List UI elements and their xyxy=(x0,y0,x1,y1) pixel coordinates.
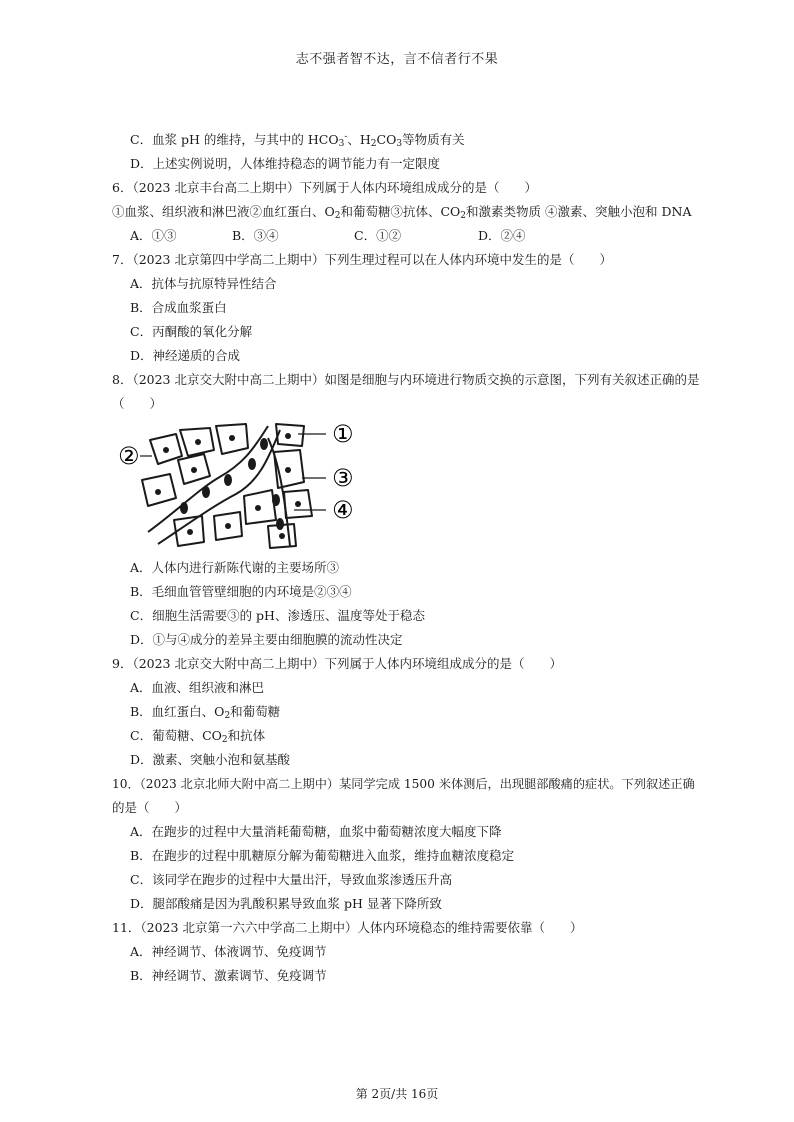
q6-items: ①血浆、组织液和淋巴液②血红蛋白、$O_2$和葡萄糖③抗体、$CO_2$和激素类物质 ④激素、突触小泡和 DNA xyxy=(112,204,692,221)
q6-option-d: D．②④ xyxy=(478,228,526,243)
label-1: ① xyxy=(332,420,354,448)
question-content xyxy=(112,128,700,988)
q7-stem: 7．（2023 北京第四中学高二上期中）下列生理过程可以在人体内环境中发生的是（ ） xyxy=(112,252,612,267)
q9-option-a: A．血液、组织液和淋巴 xyxy=(130,680,265,695)
q6-option-c: C．①② xyxy=(354,228,402,243)
q11-stem: 11．（2023 北京第一六六中学高二上期中）人体内环境稳态的维持需要依靠（ ） xyxy=(112,920,583,935)
q10-option-d: D．腿部酸痛是因为乳酸积累导致血浆 pH 显著下降所致 xyxy=(130,896,442,911)
q7-option-d: D．神经递质的合成 xyxy=(130,348,241,363)
q10-option-b: B．在跑步的过程中肌糖原分解为葡萄糖进入血浆，维持血糖浓度稳定 xyxy=(130,848,515,863)
q10-option-a: A．在跑步的过程中大量消耗葡萄糖，血浆中葡萄糖浓度大幅度下降 xyxy=(130,824,502,839)
q8-option-d: D．①与④成分的差异主要由细胞膜的流动性决定 xyxy=(130,632,403,647)
q10-stem-line2: 的是（ ） xyxy=(112,800,188,815)
q8-option-b: B．毛细血管管壁细胞的内环境是②③④ xyxy=(130,584,352,599)
q7-option-b: B．合成血浆蛋白 xyxy=(130,300,227,315)
q11-option-b: B．神经调节、激素调节、免疫调节 xyxy=(130,968,327,983)
q9-option-d: D．激素、突触小泡和氨基酸 xyxy=(130,752,291,767)
page-footer-number: 第 2页/共 16页 xyxy=(355,1087,439,1101)
capillary-wall-left xyxy=(148,426,268,532)
q10-option-c: C．该同学在跑步的过程中大量出汗，导致血浆渗透压升高 xyxy=(130,872,453,887)
label-3: ③ xyxy=(332,464,354,492)
q9-option-c: C．葡萄糖、$CO_2$和抗体 xyxy=(130,728,266,745)
q6-option-b: B．③④ xyxy=(232,228,279,243)
q6-options xyxy=(112,224,692,248)
q5-option-c: C．血浆 pH 的维持，与其中的 $HCO_3^-$、$H_2CO_3$等物质有关 xyxy=(130,132,465,149)
q10-stem-line1: 10．（2023 北京北师大附中高二上期中）某同学完成 1500 米体测后，出现腿部酸痛的症状。下列叙述正确 xyxy=(112,777,695,791)
q7-option-a: A．抗体与抗原特异性结合 xyxy=(130,276,277,291)
q8-option-c: C．细胞生活需要③的 pH、渗透压、温度等处于稳态 xyxy=(130,608,425,623)
label-4: ④ xyxy=(332,496,354,524)
q7-option-c: C．丙酮酸的氧化分解 xyxy=(130,324,253,339)
q8-option-a: A．人体内进行新陈代谢的主要场所③ xyxy=(130,560,340,575)
q9-stem: 9．（2023 北京交大附中高二上期中）下列属于人体内环境组成成分的是（ ） xyxy=(112,656,562,671)
q8-stem-line2: （ ） xyxy=(112,396,163,411)
q5-option-d: D．上述实例说明，人体维持稳态的调节能力有一定限度 xyxy=(130,156,441,171)
cell-exchange-diagram xyxy=(118,420,358,550)
q11-option-a: A．神经调节、体液调节、免疫调节 xyxy=(130,944,327,959)
q8-stem-line1: 8．（2023 北京交大附中高二上期中）如图是细胞与内环境进行物质交换的示意图，下列有关叙述正确的是 xyxy=(112,372,700,387)
page-header-motto: 志不强者智不达，言不信者行不果 xyxy=(295,52,499,67)
q6-option-a: A．①③ xyxy=(130,228,177,243)
label-2: ② xyxy=(118,442,140,470)
q8-figure xyxy=(112,420,692,556)
q9-option-b: B．血红蛋白、$O_2$和葡萄糖 xyxy=(130,704,281,721)
q6-stem: 6．（2023 北京丰台高二上期中）下列属于人体内环境组成成分的是（ ） xyxy=(112,180,537,195)
